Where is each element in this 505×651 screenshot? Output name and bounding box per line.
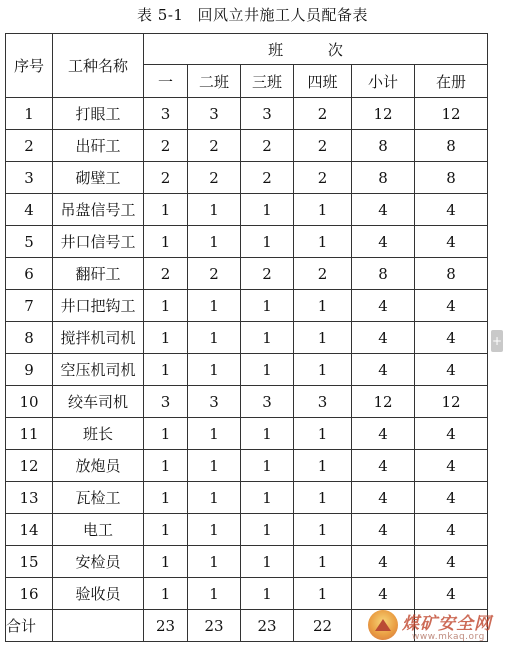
cell-seq: 4 [6, 194, 53, 226]
side-expand-button[interactable]: + [491, 330, 503, 352]
table-row [6, 418, 488, 450]
cell-registered: 4 [415, 226, 488, 258]
table-row [6, 514, 488, 546]
cell-shift-4: 1 [294, 514, 352, 546]
cell-shift-3: 1 [241, 578, 294, 610]
header-subtotal: 小计 [352, 65, 415, 98]
cell-registered: 4 [415, 290, 488, 322]
cell-shift-3: 2 [241, 258, 294, 290]
cell-shift-2: 3 [188, 98, 241, 130]
cell-shift-2: 1 [188, 226, 241, 258]
cell-subtotal: 4 [352, 226, 415, 258]
cell-shift-3: 1 [241, 354, 294, 386]
cell-shift-4: 1 [294, 418, 352, 450]
cell-shift-2: 1 [188, 194, 241, 226]
cell-subtotal: 4 [352, 322, 415, 354]
cell-shift-3: 3 [241, 98, 294, 130]
cell-job-type: 安检员 [53, 546, 144, 578]
cell-shift-1: 2 [144, 162, 188, 194]
cell-registered: 4 [415, 418, 488, 450]
cell-shift-4: 2 [294, 258, 352, 290]
cell-job-type: 绞车司机 [53, 386, 144, 418]
cell-shift-3: 1 [241, 546, 294, 578]
cell-shift-3: 23 [241, 610, 294, 642]
cell-seq: 6 [6, 258, 53, 290]
table-number: 表 5-1 [137, 6, 184, 24]
table-row [6, 130, 488, 162]
header-job-type: 工种名称 [53, 34, 144, 98]
cell-shift-3: 1 [241, 450, 294, 482]
cell-subtotal: 4 [352, 418, 415, 450]
cell-job-type: 电工 [53, 514, 144, 546]
cell-shift-2: 1 [188, 482, 241, 514]
cell-shift-2: 1 [188, 418, 241, 450]
cell-subtotal: 4 [352, 482, 415, 514]
cell-registered: 4 [415, 514, 488, 546]
cell-shift-1: 1 [144, 322, 188, 354]
cell-shift-3: 1 [241, 418, 294, 450]
cell-shift-2: 23 [188, 610, 241, 642]
cell-shift-3: 1 [241, 482, 294, 514]
cell-seq: 15 [6, 546, 53, 578]
table-row [6, 450, 488, 482]
cell-seq: 7 [6, 290, 53, 322]
cell-job-type: 瓦检工 [53, 482, 144, 514]
cell-shift-4: 1 [294, 226, 352, 258]
cell-shift-3: 3 [241, 386, 294, 418]
cell-shift-4: 1 [294, 354, 352, 386]
cell-shift-2: 1 [188, 450, 241, 482]
cell-job-type: 井口信号工 [53, 226, 144, 258]
cell-registered: 8 [415, 162, 488, 194]
table-row [6, 290, 488, 322]
cell-shift-4: 3 [294, 386, 352, 418]
cell-shift-4: 2 [294, 162, 352, 194]
cell-seq: 合计 [6, 610, 53, 642]
header-shift-1: 一 [144, 65, 188, 98]
header-registered: 在册 [415, 65, 488, 98]
header-seq: 序号 [6, 34, 53, 98]
cell-shift-4: 1 [294, 450, 352, 482]
cell-job-type: 井口把钩工 [53, 290, 144, 322]
table-title: 回风立井施工人员配备表 [197, 6, 368, 24]
table-row [6, 322, 488, 354]
cell-shift-4: 1 [294, 194, 352, 226]
cell-shift-1: 1 [144, 226, 188, 258]
cell-shift-3: 1 [241, 194, 294, 226]
cell-job-type: 放炮员 [53, 450, 144, 482]
cell-registered: 4 [415, 546, 488, 578]
cell-shift-3: 1 [241, 226, 294, 258]
cell-registered: 4 [415, 450, 488, 482]
cell-registered: 8 [415, 130, 488, 162]
cell-job-type: 搅拌机司机 [53, 322, 144, 354]
table-row [6, 98, 488, 130]
cell-shift-1: 1 [144, 578, 188, 610]
cell-registered: 12 [415, 98, 488, 130]
cell-subtotal [352, 610, 415, 642]
cell-shift-1: 2 [144, 258, 188, 290]
cell-seq: 13 [6, 482, 53, 514]
cell-shift-4: 1 [294, 322, 352, 354]
table-row [6, 258, 488, 290]
table-caption [0, 4, 505, 25]
cell-seq: 16 [6, 578, 53, 610]
cell-subtotal: 8 [352, 162, 415, 194]
cell-shift-4: 1 [294, 578, 352, 610]
cell-shift-3: 1 [241, 514, 294, 546]
cell-seq: 14 [6, 514, 53, 546]
cell-shift-4: 22 [294, 610, 352, 642]
cell-seq: 5 [6, 226, 53, 258]
cell-subtotal: 12 [352, 386, 415, 418]
cell-registered: 8 [415, 258, 488, 290]
cell-subtotal: 4 [352, 514, 415, 546]
cell-subtotal: 4 [352, 450, 415, 482]
cell-shift-3: 1 [241, 322, 294, 354]
cell-registered: 4 [415, 194, 488, 226]
cell-shift-1: 1 [144, 290, 188, 322]
cell-shift-3: 2 [241, 130, 294, 162]
cell-job-type: 打眼工 [53, 98, 144, 130]
cell-seq: 8 [6, 322, 53, 354]
table-row [6, 482, 488, 514]
cell-shift-4: 1 [294, 482, 352, 514]
cell-job-type: 出矸工 [53, 130, 144, 162]
cell-shift-1: 1 [144, 514, 188, 546]
table-row [6, 546, 488, 578]
cell-shift-1: 1 [144, 546, 188, 578]
cell-job-type: 翻矸工 [53, 258, 144, 290]
staffing-table [5, 33, 488, 642]
cell-seq: 10 [6, 386, 53, 418]
cell-seq: 1 [6, 98, 53, 130]
cell-shift-2: 1 [188, 514, 241, 546]
cell-shift-3: 2 [241, 162, 294, 194]
cell-shift-1: 1 [144, 354, 188, 386]
cell-shift-2: 2 [188, 130, 241, 162]
total-row [6, 610, 488, 642]
cell-seq: 3 [6, 162, 53, 194]
cell-shift-4: 2 [294, 98, 352, 130]
cell-shift-1: 1 [144, 450, 188, 482]
cell-seq: 11 [6, 418, 53, 450]
cell-shift-1: 2 [144, 130, 188, 162]
header-shift-2: 二班 [188, 65, 241, 98]
cell-shift-1: 1 [144, 194, 188, 226]
cell-shift-2: 3 [188, 386, 241, 418]
cell-subtotal: 12 [352, 98, 415, 130]
cell-shift-1: 3 [144, 386, 188, 418]
cell-shift-2: 1 [188, 290, 241, 322]
cell-shift-2: 1 [188, 354, 241, 386]
cell-subtotal: 4 [352, 354, 415, 386]
cell-registered: 4 [415, 354, 488, 386]
cell-shift-2: 2 [188, 258, 241, 290]
watermark-url: www.mkaq.org [412, 632, 485, 642]
cell-job-type: 空压机司机 [53, 354, 144, 386]
cell-shift-1: 3 [144, 98, 188, 130]
cell-subtotal: 4 [352, 290, 415, 322]
cell-subtotal: 4 [352, 578, 415, 610]
cell-seq: 2 [6, 130, 53, 162]
cell-registered [415, 610, 488, 642]
cell-registered: 12 [415, 386, 488, 418]
cell-job-type: 班长 [53, 418, 144, 450]
watermark-title: 煤矿安全网 [402, 614, 492, 634]
table-row [6, 162, 488, 194]
cell-subtotal: 8 [352, 130, 415, 162]
cell-shift-1: 23 [144, 610, 188, 642]
cell-subtotal: 4 [352, 194, 415, 226]
cell-job-type [53, 610, 144, 642]
header-shift-4: 四班 [294, 65, 352, 98]
table-body [6, 98, 488, 642]
cell-seq: 9 [6, 354, 53, 386]
cell-shift-4: 2 [294, 130, 352, 162]
cell-shift-2: 1 [188, 322, 241, 354]
header-shift-3: 三班 [241, 65, 294, 98]
cell-shift-3: 1 [241, 290, 294, 322]
table-row [6, 386, 488, 418]
cell-job-type: 吊盘信号工 [53, 194, 144, 226]
table-row [6, 354, 488, 386]
table-row [6, 578, 488, 610]
table-row [6, 226, 488, 258]
cell-shift-4: 1 [294, 290, 352, 322]
cell-shift-1: 1 [144, 482, 188, 514]
cell-shift-4: 1 [294, 546, 352, 578]
cell-job-type: 砌壁工 [53, 162, 144, 194]
cell-shift-2: 1 [188, 578, 241, 610]
cell-subtotal: 8 [352, 258, 415, 290]
cell-shift-2: 2 [188, 162, 241, 194]
cell-subtotal: 4 [352, 546, 415, 578]
cell-registered: 4 [415, 578, 488, 610]
cell-seq: 12 [6, 450, 53, 482]
cell-shift-2: 1 [188, 546, 241, 578]
cell-shift-1: 1 [144, 418, 188, 450]
header-shift-group: 班 次 [144, 34, 488, 65]
cell-registered: 4 [415, 482, 488, 514]
table-row [6, 194, 488, 226]
cell-registered: 4 [415, 322, 488, 354]
cell-job-type: 验收员 [53, 578, 144, 610]
